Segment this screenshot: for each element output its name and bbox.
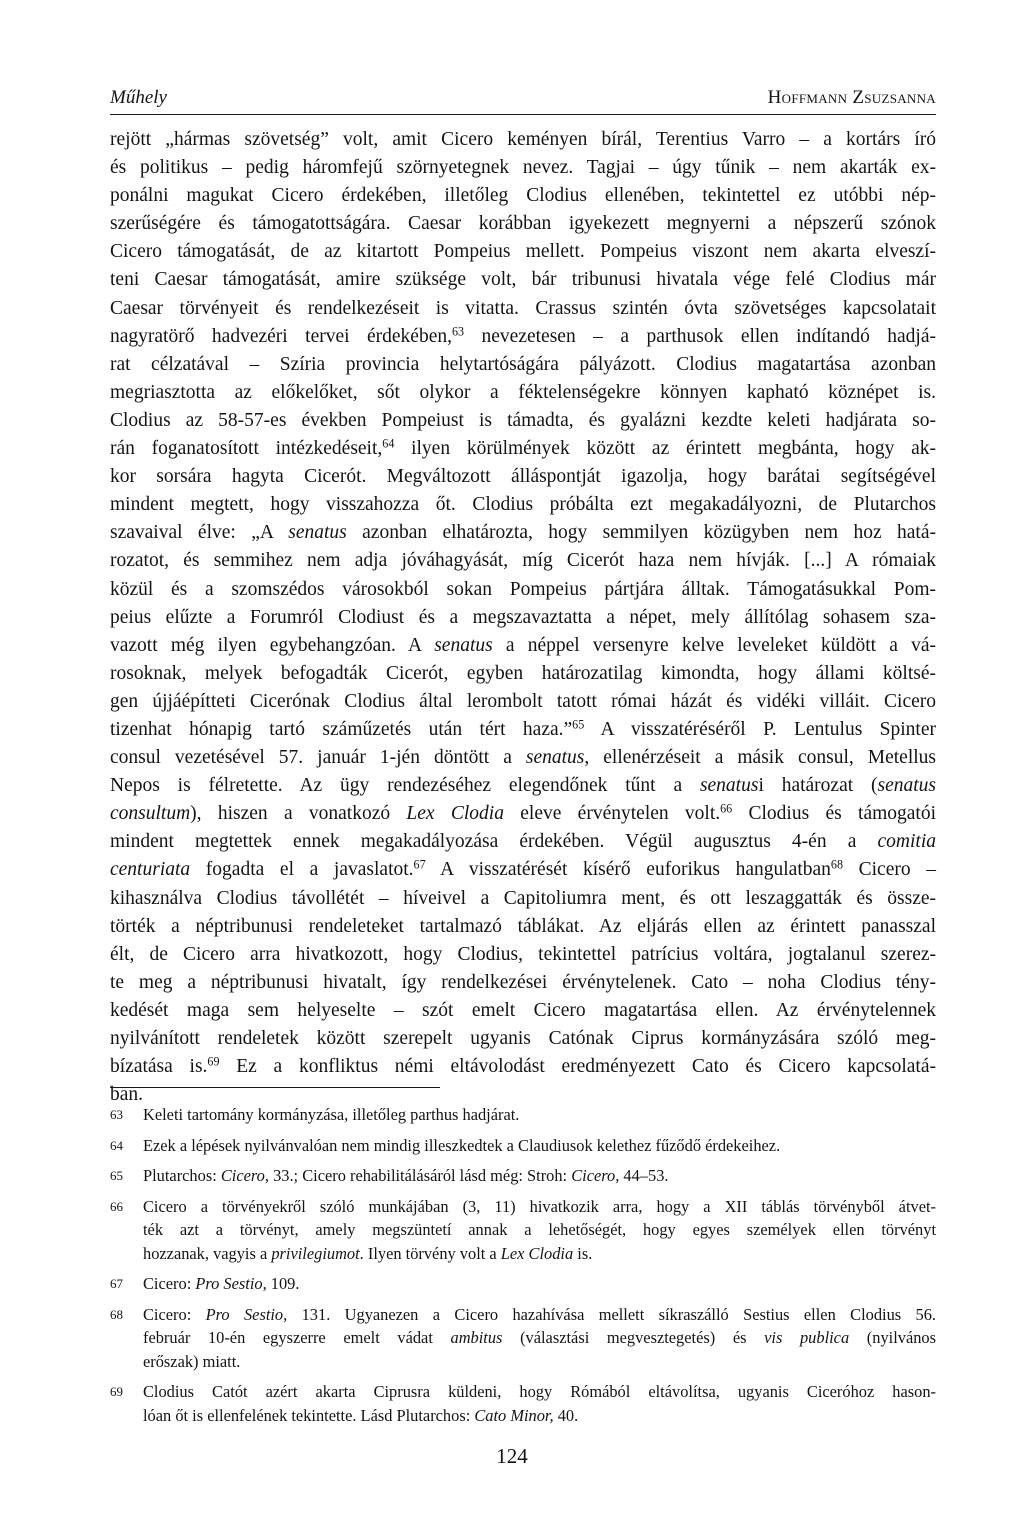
footnote-ref: 64 (382, 436, 395, 451)
footnote-number: 64 (110, 1137, 123, 1153)
text-line: mindent megtettek ennek megakadályozása érdekében. Végül augusztus 4-én a comitia (110, 831, 936, 853)
text-line: peius elűzte a Forumról Clodiust és a megszavaztatta a népet, mely állítólag sohasem sza- (110, 606, 936, 628)
text-line: mindent megtett, hogy visszahozza őt. Clodius próbálta ezt megakadályozni, de Plutarchos (110, 494, 936, 516)
footnote-66 (110, 1195, 936, 1266)
footnote-text-line: erőszak) miatt. (143, 1351, 241, 1371)
text-line: közül és a szomszédos városokból sokan Pompeius pártjára álltak. Támogatásukkal Pom- (110, 578, 936, 600)
text-line: szerűségére és támogatottságára. Caesar korábban igyekezett megnyerni a népszerű szónok (110, 213, 936, 235)
text-line: rat célzatával – Szíria provincia helytartóságára pályázott. Clodius magatartása azonban (110, 353, 936, 375)
footnote-text-line: Plutarchos: Cicero, 33.; Cicero rehabilitálásáról lásd még: Stroh: Cicero, 44–53. (143, 1166, 669, 1185)
text-line: rejött „hármas szövetség” volt, amit Cicero keményen bírál, Terentius Varro – a kortárs író (110, 129, 936, 150)
footnote-text-line: Ezek a lépések nyilvánvalóan nem mindig illeszkedtek a Claudiusok kelethez fűződő érdekeihez. (143, 1135, 781, 1155)
text-line: teni Caesar támogatását, amire szüksége volt, bár tribunusi hivatala vége felé Clodius már (110, 269, 936, 291)
text-line: rán foganatosított intézkedéseit,$^{64}$ ilyen körülmények között az érintett megbánta, hogy ak- (110, 436, 937, 460)
running-header (110, 84, 936, 115)
footnote-68 (110, 1303, 936, 1374)
text-line: ban. (110, 1084, 144, 1106)
footnote-number: 65 (110, 1168, 123, 1183)
text-line: törték a néptribunusi rendeleteket tartalmazó táblákat. Az eljárás ellen az érintett panasszal (110, 915, 936, 937)
footnote-text-line: ték azt a törvényt, amely megszüntetí annak a lehetőségét, hogy egyes személyek ellen törvényt (143, 1220, 936, 1239)
footnote-text-line: Clodius Catót azért akarta Ciprusra küldeni, hogy Rómából eltávolítsa, ugyanis Ciceróhoz hason- (143, 1382, 936, 1401)
text-line: gen újjáépítteti Cicerónak Clodius által lerombolt tatott római házát és vidéki villáit. Cicero (110, 690, 936, 712)
main-text (110, 126, 936, 1109)
footnote-67 (110, 1272, 936, 1296)
footnote-ref: 63 (451, 324, 465, 339)
footnote-text-line: Keleti tartomány kormányzása, illetőleg parthus hadjárat. (143, 1105, 520, 1124)
text-line: kihasználva Clodius távollétét – híveivel a Capitoliumra ment, és ott leszaggatták és össze- (110, 887, 936, 909)
footnote-ref: 67 (413, 857, 426, 872)
footnote-text-line: hozzanak, vagyis a privilegiumot. Ilyen törvény volt a Lex Clodia is. (143, 1243, 593, 1263)
footnote-text-line: Cicero: Pro Sestio, 131. Ugyanezen a Cicero hazahívása mellett síkraszálló Sestius ellen Clodius 56. (143, 1304, 936, 1324)
text-line: kor sorsára hagyta Cicerót. Megváltozott álláspontját igazolja, hogy barátai segítségével (110, 466, 936, 488)
header-section-title: Műhely (110, 87, 167, 108)
footnotes (110, 1103, 936, 1434)
footnote-number: 68 (110, 1306, 123, 1322)
text-line: kedését maga sem helyeselte – szót emelt Cicero magatartása ellen. Az érvénytelennek (110, 999, 936, 1021)
text-line: megriasztotta az előkelőket, sőt olykor a féktelenségekre könnyen kapható köznépet is. (110, 381, 936, 403)
text-line: consul vezetésével 57. január 1-jén döntött a senatus, ellenérzéseit a másik consul, Metellus (110, 747, 936, 769)
text-line: nagyratörő hadvezéri tervei érdekében,$^{63}$ nevezetesen – a parthusok ellen indítandó hadjá- (110, 324, 936, 347)
text-line: Cicero támogatását, de az kitartott Pompeius mellett. Pompeius viszont nem akarta elveszí- (110, 241, 936, 263)
text-line: bízatása is.$^{69}$ Ez a konfliktus némi eltávolodást eredményezett Cato és Cicero kapcsolatá- (110, 1054, 936, 1078)
text-line: ponálni magukat Cicero érdekében, illetőleg Clodius ellenében, tekintettel ez utóbbi nép- (110, 185, 936, 207)
footnote-text-line: lóan őt is ellenfelének tekintette. Lásd Plutarchos: Cato Minor, 40. (143, 1405, 579, 1425)
header-author: Hoffmann Zsuzsanna (767, 87, 936, 108)
text-line: tizenhat hónapig tartó száműzetés után tért haza.”$^{65}$ A visszatéréséről P. Lentulus Spinter (110, 717, 937, 740)
text-line: Nepos is félretette. Az ügy rendezéséhez elegendőnek tűnt a senatusi határozat (senatus (110, 775, 936, 797)
text-line: Caesar törvényeit és rendelkezéseit is vitatta. Crassus szintén óvta szövetséges kapcsolatait (110, 297, 936, 319)
footnote-divider (110, 1087, 440, 1088)
footnote-number: 66 (110, 1198, 123, 1214)
text-line: vazott még ilyen egybehangzóan. A senatus a néppel versenyre kelve leveleket küldött a vá- (110, 634, 936, 656)
footnote-ref: 68 (830, 857, 843, 872)
text-line: nyilvánított rendeletek között szerepelt ugyanis Catónak Ciprus kormányzására szóló meg- (110, 1028, 936, 1049)
text-line: consultum), hiszen a vonatkozó Lex Clodia eleve érvénytelen volt.$^{66}$ Clodius és támogatói (110, 801, 937, 825)
footnote-text-line: február 10-én egyszerre emelt vádat ambitus (választási megvesztegetés) és vis publica (nyilvános (143, 1328, 936, 1347)
footnote-63 (110, 1103, 936, 1127)
text-line: te meg a néptribunusi hivatalt, így rendelkezései érvénytelenek. Cato – noha Clodius tény- (110, 971, 936, 993)
footnote-ref: 65 (572, 717, 585, 732)
text-line: és politikus – pedig háromfejű szörnyetegnek nevez. Tagjai – úgy tűnik – nem akarták ex- (110, 157, 936, 179)
text-line: élt, de Cicero arra hivatkozott, hogy Clodius, tekintettel patrícius voltára, jogtalanul szerez- (110, 943, 936, 965)
footnote-ref: 69 (207, 1054, 220, 1069)
footnote-number: 67 (110, 1276, 123, 1291)
footnote-ref: 66 (720, 801, 733, 816)
footnote-number: 69 (110, 1384, 123, 1399)
text-line: rosoknak, melyek befogadták Cicerót, egyben határozatilag kimondta, hogy állami költsé- (110, 662, 936, 684)
page-number: 124 (496, 1444, 528, 1468)
footnote-text-line: Cicero a törvényekről szóló munkájában (3, 11) hivatkozik arra, hogy a XII táblás törvényből átvet- (143, 1196, 936, 1216)
text-line: Clodius az 58-57-es években Pompeiust is támadta, és gyalázni kezdte keleti hadjárata so- (110, 409, 936, 431)
footnote-text-line: Cicero: Pro Sestio, 109. (143, 1274, 300, 1293)
text-line: szavaival élve: „A senatus azonban elhatározta, hogy semmilyen közügyben nem hoz hatá- (110, 522, 936, 544)
footnote-65 (110, 1164, 936, 1188)
text-line: rozatot, és semmihez nem adja jóváhagyását, míg Cicerót haza nem hívják. [...] A rómaiak (110, 550, 936, 572)
text-line: centuriata fogadta el a javaslatot.$^{67}$ A visszatérését kísérő euforikus hangulatban$^{68}$ Cicero – (110, 857, 936, 881)
footnote-64 (110, 1134, 936, 1158)
footnote-69 (110, 1380, 936, 1427)
footnote-number: 63 (110, 1107, 123, 1122)
